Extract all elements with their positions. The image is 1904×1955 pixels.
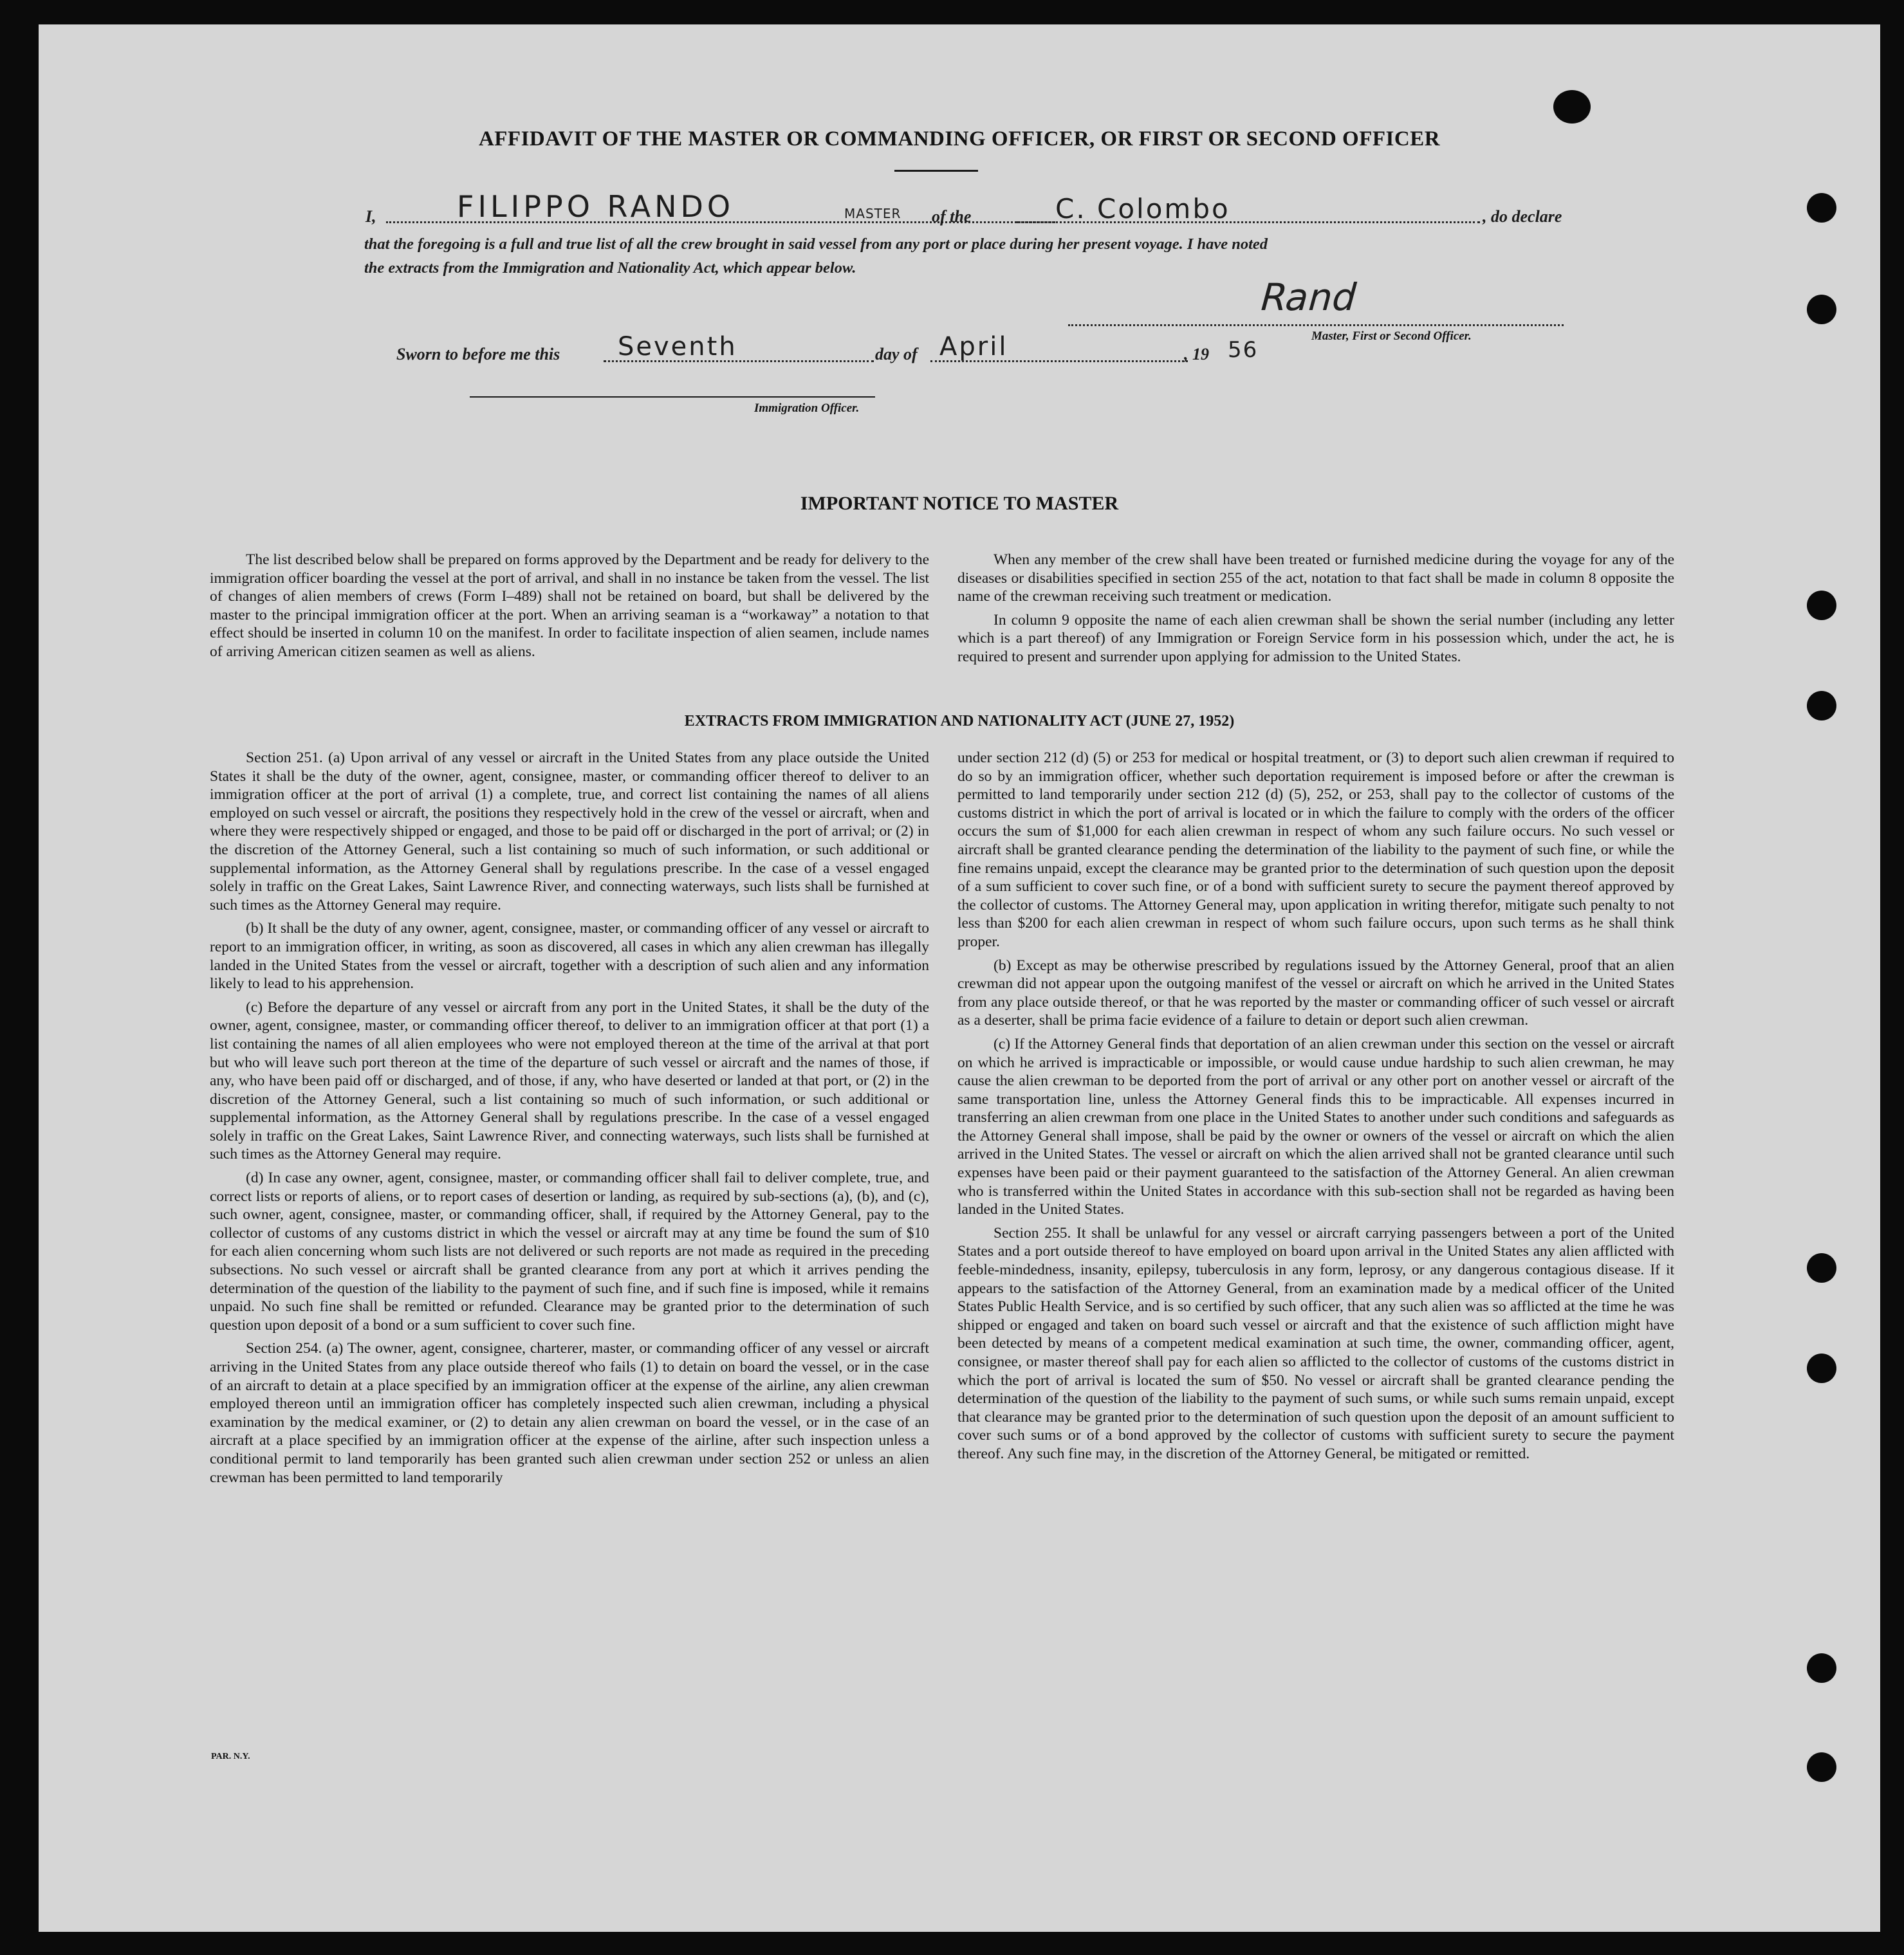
section-254-b: (b) Except as may be otherwise prescribed by regulations issued by the Attorney General, proof that an alien crewman did not appear upon the outgoing manifest of the vessel or aircraft on which he arrived in the United States from any place outside thereof, or that he was reported by the master or commanding officer of such vessel or aircraft as a deserter, shall be prima facie evidence of a failure to detain or deport such alien crewman. bbox=[957, 957, 1674, 1029]
punch-hole bbox=[1807, 591, 1836, 620]
affidavit-page bbox=[39, 24, 1880, 1932]
day-of-label: day of bbox=[875, 345, 918, 363]
punch-hole bbox=[1807, 193, 1836, 223]
of-the-label: of the bbox=[932, 207, 972, 226]
affidavit-title: AFFIDAVIT OF THE MASTER OR COMMANDING OFFICER, OR FIRST OR SECOND OFFICER bbox=[478, 127, 1441, 151]
master-name: FILIPPO RANDO bbox=[457, 189, 735, 224]
i-label: I, bbox=[365, 207, 376, 226]
section-254-c: (c) If the Attorney General finds that deportation of an alien crewman under this section on the vessel or aircraft on which he arrived is impracticable or impossible, or would cause undue hardship to such alien crewman, he may cause the alien crewman to be deported from the port of arrival or any other port on another vessel or aircraft of the same transportation line, unless the Attorney General finds this to be impracticable. All expenses incurred in transferring an alien crewman from one place in the United States to another under such conditions and safeguards as the Attorney General shall impose, shall be paid by the owner or owners of the vessel or aircraft on which the alien arrived in the United States. The vessel or aircraft on which the alien arrived shall not be granted clearance until such expenses have been paid or their payment guaranteed to the satisfaction of the Attorney General. An alien crewman who is transferred within the United States in accordance with this sub-section shall not be regarded as having been landed in the United States. bbox=[957, 1035, 1674, 1218]
punch-hole bbox=[1807, 1354, 1836, 1383]
extracts-heading: EXTRACTS FROM IMMIGRATION AND NATIONALITY ACT (JUNE 27, 1952) bbox=[684, 713, 1235, 730]
section-255: Section 255. It shall be unlawful for any vessel or aircraft carrying passengers between a port of the United States and a port outside thereof to have employed on board upon arrival in the United States any alien afflicted with feeble-mindedness, insanity, epilepsy, tuberculosis in any form, leprosy, or any dangerous contagious disease. If it appears to the satisfaction of the Attorney General, from an examination made by a medical officer of the United States Public Health Service, and is so certified by such officer, that any such alien was so afflicted at the time he was shipped or engaged and taken on board such vessel or aircraft and that the existence of such affliction might have been detected by means of a competent medical examination at such time, the owner, commanding officer, agent, consignee, or master thereof shall pay for each alien so afflicted to the collector of customs of the customs district in which the port of arrival is located the sum of $50. No vessel or aircraft shall be granted clearance pending the determination of the question of the liability to the payment of such sums, or while such sums remain unpaid, except that clearance may be granted prior to the determination of such question upon the deposit of an amount sufficient to cover such sums or of a bond approved by the collector of customs with sufficient surety to secure the payment thereof. Any such fine may, in the discretion of the Attorney General, be mitigated or remitted. bbox=[957, 1224, 1674, 1462]
year-prefix: , 19 bbox=[1184, 345, 1209, 363]
master-signature: Rand bbox=[1255, 275, 1363, 319]
section-251-c: (c) Before the departure of any vessel or aircraft from any port in the United States, it shall be the duty of the owner, agent, consignee, master, or commanding officer thereof, to deliver to an immigration officer at that port (1) a list containing the names of all alien employees who were not employed thereon at the time of the arrival at that port but who will leave such port thereon at the time of the departure of such vessel or aircraft and the names of those, if any, who have been paid off or discharged, and of those, if any, who have deserted or landed at that port, or (2) in the discretion of the Attorney General, such a list containing so much of such information, or such additional or supplemental information, as the Attorney General shall by regulations prescribe. In the case of a vessel engaged solely in traffic on the Great Lakes, Saint Lawrence River, and connecting waterways, such lists shall be furnished at such times as the Attorney General may require. bbox=[210, 998, 929, 1163]
extracts-right-column bbox=[957, 749, 1674, 1469]
do-declare: , do declare bbox=[1483, 207, 1562, 226]
officer-caption: Immigration Officer. bbox=[754, 401, 860, 415]
notice-heading: IMPORTANT NOTICE TO MASTER bbox=[800, 493, 1119, 514]
section-254-a: Section 254. (a) The owner, agent, consignee, charterer, master, or commanding officer of any vessel or aircraft arriving in the United States from any place outside thereof who fails (1) to detain on board the vessel, or in the case of an aircraft to detain at a place specified by an immigration officer at the expense of the airline, any alien crewman employed thereon until an immigration officer has completely inspected such alien crewman, including a physical examination by the medical examiner, or (2) to detain any alien crewman on board the vessel, or in the case of an aircraft at a place specified by an immigration officer at the expense of the airline, after such inspection unless a conditional permit to land temporarily has been granted such alien crewman under section 252 or unless an alien crewman has been permitted to land temporarily bbox=[210, 1340, 929, 1486]
notice-right-paragraph-2: In column 9 opposite the name of each alien crewman shall be shown the serial number (including any letter which is a part thereof) of any Immigration or Foreign Service form in his possession which, under the act, he is required to present and surrender upon applying for admission to the United States. bbox=[957, 611, 1674, 665]
master-title: MASTER bbox=[844, 206, 901, 221]
sworn-month: April bbox=[939, 332, 1008, 362]
punch-hole bbox=[1807, 1653, 1836, 1683]
notice-left-column bbox=[210, 551, 929, 666]
sworn-year: 56 bbox=[1228, 337, 1259, 363]
statement-line-2: the extracts from the Immigration and Nationality Act, which appear below. bbox=[364, 259, 856, 277]
printer-mark: PAR. N.Y. bbox=[211, 1752, 250, 1761]
punch-hole bbox=[1807, 295, 1836, 324]
punch-hole bbox=[1807, 1752, 1836, 1782]
notice-left-paragraph: The list described below shall be prepared on forms approved by the Department and be ready for delivery to the immigration officer boarding the vessel at the port of arrival, and shall in no instance be taken from the vessel. The list of changes of alien members of crews (Form I–489) shall not be retained on board, but shall be delivered by the master to the principal immigration officer at the port. When an arriving seaman is a “workaway” a notation to that effect should be inserted in column 10 on the manifest. In order to facilitate inspection of alien seamen, include names of arriving American citizen seamen as well as aliens. bbox=[210, 551, 929, 660]
punch-hole bbox=[1807, 1253, 1836, 1283]
notice-right-paragraph-1: When any member of the crew shall have been treated or furnished medicine during the voyage for any of the diseases or disabilities specified in section 255 of the act, notation to that fact shall be made in column 8 opposite the name of the crewman receiving such treatment or medication. bbox=[957, 551, 1674, 605]
section-251-b: (b) It shall be the duty of any owner, agent, consignee, master, or commanding officer of any vessel or aircraft to report to an immigration officer, in writing, as soon as discovered, all cases in which any alien crewman has illegally landed in the United States from the vessel or aircraft, together with a description of such alien and any information likely to lead to his apprehension. bbox=[210, 920, 929, 993]
section-254-a-continued: under section 212 (d) (5) or 253 for medical or hospital treatment, or (3) to deport such alien crewman if required to do so by an immigration officer, whether such deportation requirement is imposed before or after the crewman is permitted to land temporarily under section 212 (d) (5), 252, or 253, shall pay to the collector of customs of the customs district in which the port of arrival is located or in which the failure to comply with the orders of the officer occurs the sum of $1,000 for each alien crewman in respect of whom any such failure occurs. No such vessel or aircraft shall be granted clearance pending the determination of the liability to the payment of such fine, or while the fine remains unpaid, except the clearance may be granted prior to the determination of such question upon the deposit of a sum sufficient to cover such fine, or of a bond with sufficient surety to secure the payment thereof approved by the collector of customs. The Attorney General may, upon application in writing therefor, mitigate such penalty to not less than $200 for each alien crewman in respect of whom such failure occurs, upon such terms as he shall think proper. bbox=[957, 749, 1674, 950]
signature-caption: Master, First or Second Officer. bbox=[1311, 329, 1472, 343]
section-251-a: Section 251. (a) Upon arrival of any vessel or aircraft in the United States from any place outside the United States it shall be the duty of the owner, agent, consignee, master, or commanding officer thereof to deliver to an immigration officer at the port of arrival (1) a complete, true, and correct list containing the names of all aliens employed on such vessel or aircraft, the positions they respectively hold in the crew of the vessel or aircraft, when and where they were respectively shipped or engaged, and those to be paid off or discharged in the port of arrival; or (2) in the discretion of the Attorney General, such a list containing so much of such information, or such additional or supplemental information, as the Attorney General shall by regulations prescribe. In the case of a vessel engaged solely in traffic on the Great Lakes, Saint Lawrence River, and connecting waterways, such lists shall be furnished at such times as the Attorney General may require. bbox=[210, 749, 929, 913]
notice-right-column bbox=[957, 551, 1674, 672]
statement-line-1: that the foregoing is a full and true list of all the crew brought in said vessel from any port or place during her present voyage. I have noted bbox=[364, 235, 1268, 253]
title-divider bbox=[894, 170, 978, 172]
sworn-day: Seventh bbox=[618, 332, 737, 362]
section-251-d: (d) In case any owner, agent, consignee, master, or commanding officer shall fail to deliver complete, true, and correct lists or reports of aliens, or to report cases of desertion or landing, as required by sub-sections (a), (b), and (c), such owner, agent, consignee, master, or commanding officer, shall, if required by the Attorney General, pay to the collector of customs of any customs district in which the vessel or aircraft may at any time be found the sum of $10 for each alien concerning whom such lists are not delivered or such reports are not made as required in the preceding subsections. No such vessel or aircraft shall be granted clearance from any port at which it arrives pending the determination of the question of the liability to the payment of such fine, and if such fine is imposed, while it remains unpaid. No such fine shall be remitted or refunded. Clearance may be granted prior to the determination of such question upon deposit of a bond or a sum sufficient to cover such fine. bbox=[210, 1170, 929, 1334]
sworn-label: Sworn to before me this bbox=[396, 345, 560, 363]
signature-line bbox=[1068, 324, 1564, 326]
punch-hole bbox=[1553, 90, 1591, 124]
vessel-name: C. Colombo bbox=[1055, 193, 1230, 225]
officer-signature-line bbox=[470, 396, 875, 398]
extracts-left-column bbox=[210, 749, 929, 1492]
